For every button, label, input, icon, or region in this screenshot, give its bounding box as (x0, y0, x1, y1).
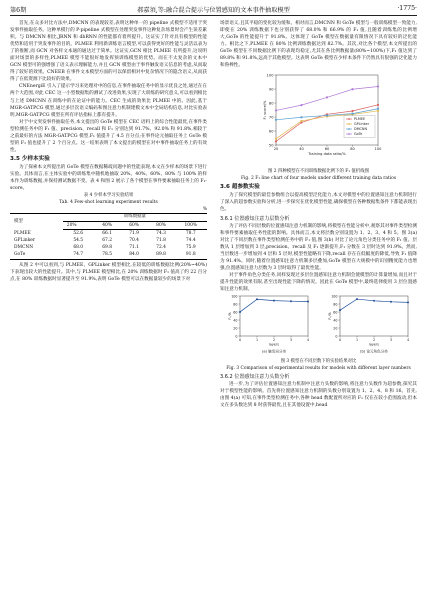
figure-2 (220, 69, 417, 168)
table-cell: 91.8 (175, 252, 207, 260)
y-tick-label: 80 (268, 101, 274, 106)
y-tick-label: 50 (268, 143, 274, 148)
data-point (390, 301, 392, 303)
x-tick-label: 1 (355, 337, 359, 342)
legend-marker (348, 123, 350, 125)
data-point (256, 298, 258, 300)
table-header-20: 20% (63, 222, 94, 230)
paragraph: 对于中文突发事件抽取任务,本文提出的 GoTe 模型在 CEC 语料上的综合性能最优,在事件类型检测任务中的 F₁ 值、precision、recall 和 F₁ 分别达到 91.7%、92.0% 和 91.8%,相较于之前最好的方法 MGR-GATPCG 模型,F₁ 值提升了 4.5 百分点;在事件论元抽取任务上 GoTe 模型的 F₁ 值也提升了 2 个百分点。这一结果表明了本文提出的模型在对中事件抽取任务上的有效性。 (10, 119, 207, 153)
few-shot-table (10, 213, 207, 260)
figure-2-caption-cn: 图 2 四种模型在不同训练数据比例下的 F₁ 值折线图 (268, 169, 369, 175)
subsection-heading-3-6-1: 3.6.1 位置感知注意力层数分析 (220, 215, 290, 222)
y-tick-label: 100 (331, 294, 338, 299)
y-tick-label: 100 (266, 73, 274, 78)
x-tick-label: 0 (338, 337, 342, 342)
y-axis-label: F₁/% (328, 312, 332, 320)
y-tick-label: 80 (233, 302, 238, 307)
paragraph: 对于事件角色分类任务,同样发现过多层位置感知注意力机制会使模型的计算量增加,而且对于提升性能的效果有限,甚至出现性能下降的情况。因此在 GoTe 模型中,最终选择使用 3 层位置感知注意力机制。 (220, 272, 417, 292)
table-header-80: 80% (148, 222, 175, 230)
table-unit: % (202, 207, 207, 213)
data-point (239, 311, 241, 313)
page-number: ·1775· (397, 5, 417, 12)
x-tick-label: 60 (324, 147, 330, 152)
table-cell: 84.0 (121, 252, 148, 260)
table-cell: 69.8 (102, 245, 113, 251)
y-tick-label: 60 (233, 310, 238, 315)
table-cell: 52.6 (73, 230, 84, 236)
y-tick-label: 0 (235, 334, 238, 339)
x-tick-label: 3 (389, 337, 393, 342)
data-point (377, 108, 379, 110)
data-point (300, 104, 302, 106)
table-header-model: 模型 (10, 214, 63, 230)
table-cell: 70.4 (129, 237, 139, 243)
table-cell: 54.5 (73, 237, 84, 243)
data-point (356, 298, 358, 300)
figure-3-caption-en: Fig. 3 Comparison of experimental results for models with different layer numbers (226, 366, 411, 372)
f1-line-chart (220, 69, 417, 165)
data-point (307, 301, 309, 303)
table-row (10, 252, 207, 260)
section-heading-3-5: 3.5 少样本实验 (10, 155, 50, 162)
paragraph: 从图 2 中可以看到,与 PLMEE、GPLinker 模型相比,在较低的训练数据比例(20%~40%)下表现出较大的性能提升。其中,与 PLMEE 模型相比,在 20% 训练数据时 F₁ 值高了约 22 百分点,在 80% 训练数据时显著提升至 91.9%,表明 GoTe 模型可以在数据量较少的场景下对 (10, 263, 207, 283)
table-4-caption-en: Tab. 4 Few-shot learning experiment results (59, 200, 158, 206)
issue-number: 第6期 (10, 7, 27, 14)
data-point (275, 110, 277, 112)
article-title: 郝嘉須,等:融合混合提示与位置感知的文本事件抽取模型 (137, 7, 290, 14)
data-point (275, 119, 277, 121)
x-tick-label: 40 (299, 147, 304, 152)
table-cell: 71.1 (129, 245, 139, 251)
legend-marker (348, 133, 350, 135)
x-tick-label: 3 (289, 337, 293, 342)
layers-comparison-chart (220, 293, 417, 355)
table-cell: 72.4 (156, 245, 166, 251)
y-tick-label: 60 (268, 129, 274, 134)
y-tick-label: 20 (233, 326, 238, 331)
data-point (377, 86, 379, 88)
table-cell: 74.4 (185, 237, 196, 243)
section-heading-3-6: 3.6 超参数实验 (220, 184, 260, 191)
x-tick-label: 2 (272, 337, 276, 342)
table-4-caption-cn: 表 4 少样本学习实验结果 (83, 193, 134, 199)
data-point (290, 300, 292, 302)
data-point (275, 141, 277, 143)
data-point (377, 104, 379, 106)
table-cell: 71.8 (156, 237, 166, 243)
y-tick-label: 0 (335, 334, 338, 339)
y-tick-label: 40 (233, 318, 238, 323)
y-axis-label: F₁/% (228, 312, 232, 320)
data-point (339, 309, 341, 311)
legend-label: GoTe (354, 132, 363, 137)
data-point (275, 138, 277, 140)
left-column (10, 20, 207, 283)
table-header-100: 100% (175, 222, 207, 230)
y-tick-label: 40 (333, 318, 338, 323)
x-tick-label: 20 (273, 147, 279, 152)
data-point (407, 301, 409, 303)
legend-marker (348, 128, 350, 130)
figure-3 (220, 293, 417, 358)
paragraph: 为了探究模型的最佳参数组合以提高模型泛化能力,本文对模型中的位置感知注意力机制进行了深入的超参数实验和分析,进一步探究在优化模型性能,确保模型在各种数据集条件下都能表现出色。 (220, 193, 417, 213)
table-cell: GPLinker (14, 237, 35, 243)
paragraph: 为了探索本文所提出的 GoTe 模型在数据稀疏问题中的性能表现,本文在少样本的场景下进行实验。具体而言,在主体实验中的训练集中随机地抽取 20%、40%、60%、80% 与 100% 的样本作为训练数据,并保持测试数据不变。表 4 和图 2 展示了各个模型在事件要素抽取任务上的 F₁-score。 (10, 164, 207, 192)
table-cell: 78.7 (185, 230, 196, 236)
subfigure-a-caption: (a) 触发词分类 (261, 349, 287, 354)
legend-label: GPLinker (354, 122, 369, 127)
table-row (10, 230, 207, 238)
y-tick-label: 90 (268, 87, 274, 92)
table-cell: DMCNN (14, 245, 34, 251)
subsection-heading-3-6-2: 3.6.2 位置感知注意力头数分析 (220, 374, 290, 381)
data-point (300, 120, 302, 122)
x-tick-label: 100 (374, 147, 382, 152)
table-header-40: 40% (94, 222, 121, 230)
paragraph: 进一步,为了评估位置感知注意力机制中注意力头数的影响,将注意力头数作为超参数,探究其对于模型性能的影响。首先将位置感知注意力机制的头数分别设置为 1、2、4、8 和 16。首先,由图 4(a) 可知,在事件类型检测任务中,各种 head 数配置所对应的 F₁ 仅在在较小范围波动,但本文在多头数达到 8 时获得最优,且在其他设置中,head (220, 382, 417, 409)
y-tick-label: 20 (333, 326, 338, 331)
right-column (220, 20, 417, 409)
data-point (273, 300, 275, 302)
table-group-header: 训练数据量 (63, 214, 207, 222)
subfigure-b-caption: (b) 论元角色分类 (360, 349, 388, 354)
x-tick-label: 80 (350, 147, 355, 152)
table-cell: 75.9 (185, 245, 196, 251)
figure-3-caption-cn: 图 3 模型在不同层数下的实验结果对比 (280, 359, 357, 365)
data-point (326, 115, 328, 117)
data-point (377, 110, 379, 112)
paragraph: 首先,在众多对比方法中,DMCNN 的表现较差,表明这种单一的 pipeline 式模型不适用于突发事件抽取任务。这种单模行的 P-pipeline 式模型在处理突发事件这种复杂场景时会产生误差累积。与 DMCNN 相比,JRNN 和 dbRNN 的性能都有着所提升。这证实了针对具有模型的性能优势和适用于突发事件的目的。PLMEE 利用新训练语言模型,可以获得更好的性能与灵活以表为了的推断,而 GCN 对各样文本通的通达过于简单。这证实,GCN 相比 PLMEE 有所提升,这说明面对场景的多样性,PLMEE 模型不能很好地发挥预训练模型的优势。而在不太复杂的文本中 GCN 模型可的强增强了语义表示理解能力,并且 GCN 模型由于事件触发语义信息的考虑,从而取得了较好的效果。CNEEB 在事件文本模型方面的可以保留相对中复杂情况下的隐含语义,从而获得了在低资源下比较好的效果。 (10, 21, 207, 83)
x-tick-label: 2 (372, 337, 376, 342)
x-tick-label: 4 (406, 337, 410, 342)
table-cell: PLMEE (14, 230, 31, 236)
data-point (326, 97, 328, 99)
y-tick-label: 100 (231, 294, 238, 299)
table-row (10, 238, 207, 245)
table-cell: 78.5 (94, 252, 121, 260)
data-point (351, 89, 353, 91)
legend-marker (348, 118, 350, 120)
paragraph: 为了评估不同层数的位置感知注意力机制的影响,将模型在性能分析中,观察其对事件类型检测和事件要素抽取任务性能的影响。具体而言,本文将层数分别设置为 1、2、3、4 和 5。图 3(a) 对比了不同层数在事件类型检测任务中的 F₁ 值,图 3(b) 对比了论元角色分类任务中的 F₁ 值。层数从 1 层增加到 3 层,precision、recall 及 F₁ 逐渐提升,F₁ 分数在 3 层时达到 91.9%。然而,当层数进一步增加到 4 层和 5 层时,模型性能略有下降,recall 存在在低幅度的降低,导致 F₁ 值降为 91.4%。同时,随着位置感知注意力机制多层叠加,GoTe 模型在大规模中的识别精度能力也增强,位置感知注意力层数为 3 层时取得了最优性能。 (220, 223, 417, 271)
table-cell: 89.8 (148, 252, 175, 260)
table-row (10, 245, 207, 252)
table-cell: 74.7 (63, 252, 94, 260)
x-tick-label: 4 (306, 337, 310, 342)
table-cell: 68.0 (73, 245, 84, 251)
table-cell: 67.2 (102, 237, 113, 243)
data-point (300, 117, 302, 119)
paragraph: 场景语义,且其平稳的变化较为缓和。相对而言,DMCNN 和 GoTe 模型与一般训练模型一致能力,即使在 20% 训练数据下也分别获得了 68.0% 和 66.9% 的 F₁ 值,且随着训练集的比例增大,GoTe 的性能提升于 91.8%。这体现了 GoTe 模型在数据量有限情况下具有较好的泛化能力。相比之下,PLMEE 在 80% 比例训练数据达到 82.7%。其次,对比各个模型,本文所提出的 GoTe 模型在不同数据比例下的表现均稳定,尤其在各比例数据量(80%~100%)下,F₁ 值达到了 89.8% 和 91.8%,远高于其他模型。这表明 GoTe 模型在少样本条件下仍然具有很强的泛化能力和鲁棒性。 (220, 21, 417, 69)
x-axis-label: layers (369, 342, 379, 347)
running-header (10, 5, 417, 15)
data-point (373, 300, 375, 302)
figure-2-caption-en: Fig. 2 F₁ line chart of four models under different training data ratios (240, 176, 397, 182)
x-axis-label: layers (269, 342, 279, 347)
y-axis-label: F₁ score/% (263, 100, 267, 120)
data-point (351, 113, 353, 115)
data-point (351, 110, 353, 112)
plot-frame (240, 296, 308, 336)
y-tick-label: 80 (333, 302, 338, 307)
header-rule (10, 15, 417, 16)
x-axis-label: Training data ratio/% (308, 152, 346, 157)
table-cell: 74.3 (156, 230, 166, 236)
paragraph: CNEnergiE 引入了提示学习来处理对中的信息,在事件抽取任务中的显示优良之处,通过在在两个大范围,对此 CEC 这一小型数据集的测试了改进效果,实现了大训练的研究意义,可以看到相比与上述 DMCNN 在训练中的在论证中的能力。CEC 生成的效果比 PLMEE 中的。因此,基于 MGR-GATPCG 模型,通过多层次语义编码和图注意力机制建模文本中全局结构信息,对比实验表明,MGR-GATPCG 模型在所有评估指标上都有提升。 (10, 84, 207, 118)
legend-label: DMCNN (354, 127, 367, 132)
table-header-60: 60% (121, 222, 148, 230)
table-cell: 66.1 (102, 230, 113, 236)
y-tick-label: 70 (268, 115, 274, 120)
x-tick-label: 0 (238, 337, 242, 342)
table-cell: GoTe (10, 252, 63, 260)
x-tick-label: 1 (255, 337, 259, 342)
table-cell: 71.9 (129, 230, 139, 236)
y-tick-label: 60 (333, 310, 338, 315)
legend-label: PLMEE (354, 117, 366, 122)
